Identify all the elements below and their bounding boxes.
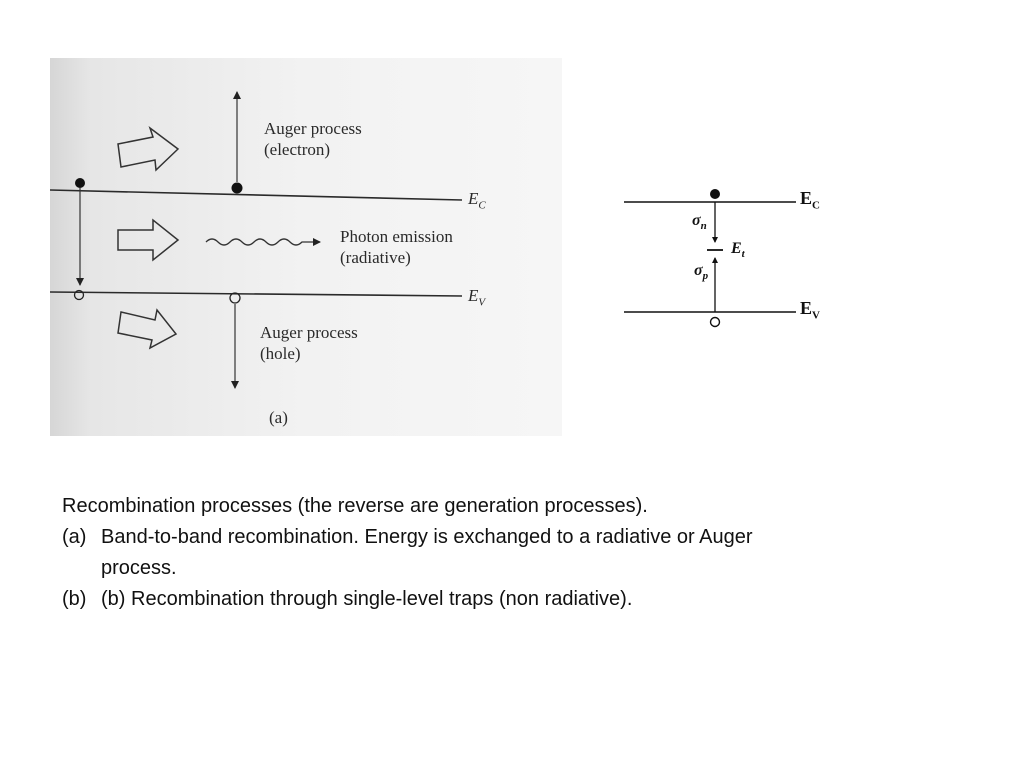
- auger-hole-label: [260, 322, 358, 364]
- band-to-band-diagram: [50, 58, 562, 436]
- trap-level-label: [731, 240, 745, 260]
- caption-text-b: (b) Recombination through single-level traps (non radiative).: [101, 588, 633, 610]
- auger-electron-subtitle: (electron): [264, 140, 331, 159]
- auger-electron-title: Auger process: [264, 119, 362, 138]
- caption-text-a: Band-to-band recombination. Energy is exchanged to a radiative or Auger process.: [101, 526, 753, 579]
- auger-hole-subtitle: (hole): [260, 344, 301, 363]
- sigma-p-label: [694, 262, 708, 282]
- conduction-band-subscript-a: C: [478, 199, 486, 212]
- valence-band-subscript-b: V: [812, 309, 820, 322]
- caption-intro: Recombination processes (the reverse are generation processes).: [62, 495, 648, 517]
- trap-level-subscript: t: [741, 248, 745, 261]
- valence-band-symbol-a: E: [468, 286, 479, 305]
- photon-emission-title: Photon emission: [340, 227, 453, 246]
- auger-electron-dot: [232, 183, 243, 194]
- caption-marker-a: (a): [62, 526, 87, 548]
- trap-recombination-diagram: [618, 104, 868, 434]
- valence-band-label-a: [468, 286, 485, 308]
- conduction-band-symbol-a: E: [468, 189, 479, 208]
- valence-band-symbol-b: E: [800, 298, 813, 318]
- trap-level-symbol: E: [731, 240, 742, 257]
- auger-electron-label: [264, 118, 362, 160]
- panel-label-a: (a): [269, 408, 288, 427]
- caption-item-b: [62, 584, 822, 615]
- trap-recombination-drawing: [618, 104, 868, 434]
- caption: [62, 491, 822, 615]
- electron-dot-b: [710, 189, 720, 199]
- electron-dot: [75, 178, 85, 188]
- conduction-band-subscript-b: C: [812, 199, 820, 212]
- valence-band-subscript-a: V: [478, 296, 486, 309]
- auger-hole-title: Auger process: [260, 323, 358, 342]
- scan-background: [50, 58, 562, 436]
- conduction-band-label-b: [800, 188, 820, 212]
- photon-emission-label: [340, 226, 453, 268]
- conduction-band-label-a: [468, 189, 486, 211]
- hole-circle-b: [711, 318, 720, 327]
- caption-marker-b: (b): [62, 588, 87, 610]
- sigma-n-label: [692, 212, 707, 232]
- conduction-band-symbol-b: E: [800, 188, 813, 208]
- sigma-n-symbol: σ: [692, 212, 701, 229]
- photon-emission-subtitle: (radiative): [340, 248, 411, 267]
- valence-band-label-b: [800, 298, 820, 322]
- sigma-p-symbol: σ: [694, 262, 703, 279]
- sigma-p-subscript: p: [702, 270, 709, 283]
- band-to-band-drawing: [50, 58, 562, 436]
- sigma-n-subscript: n: [700, 220, 707, 233]
- caption-item-a: [62, 522, 822, 584]
